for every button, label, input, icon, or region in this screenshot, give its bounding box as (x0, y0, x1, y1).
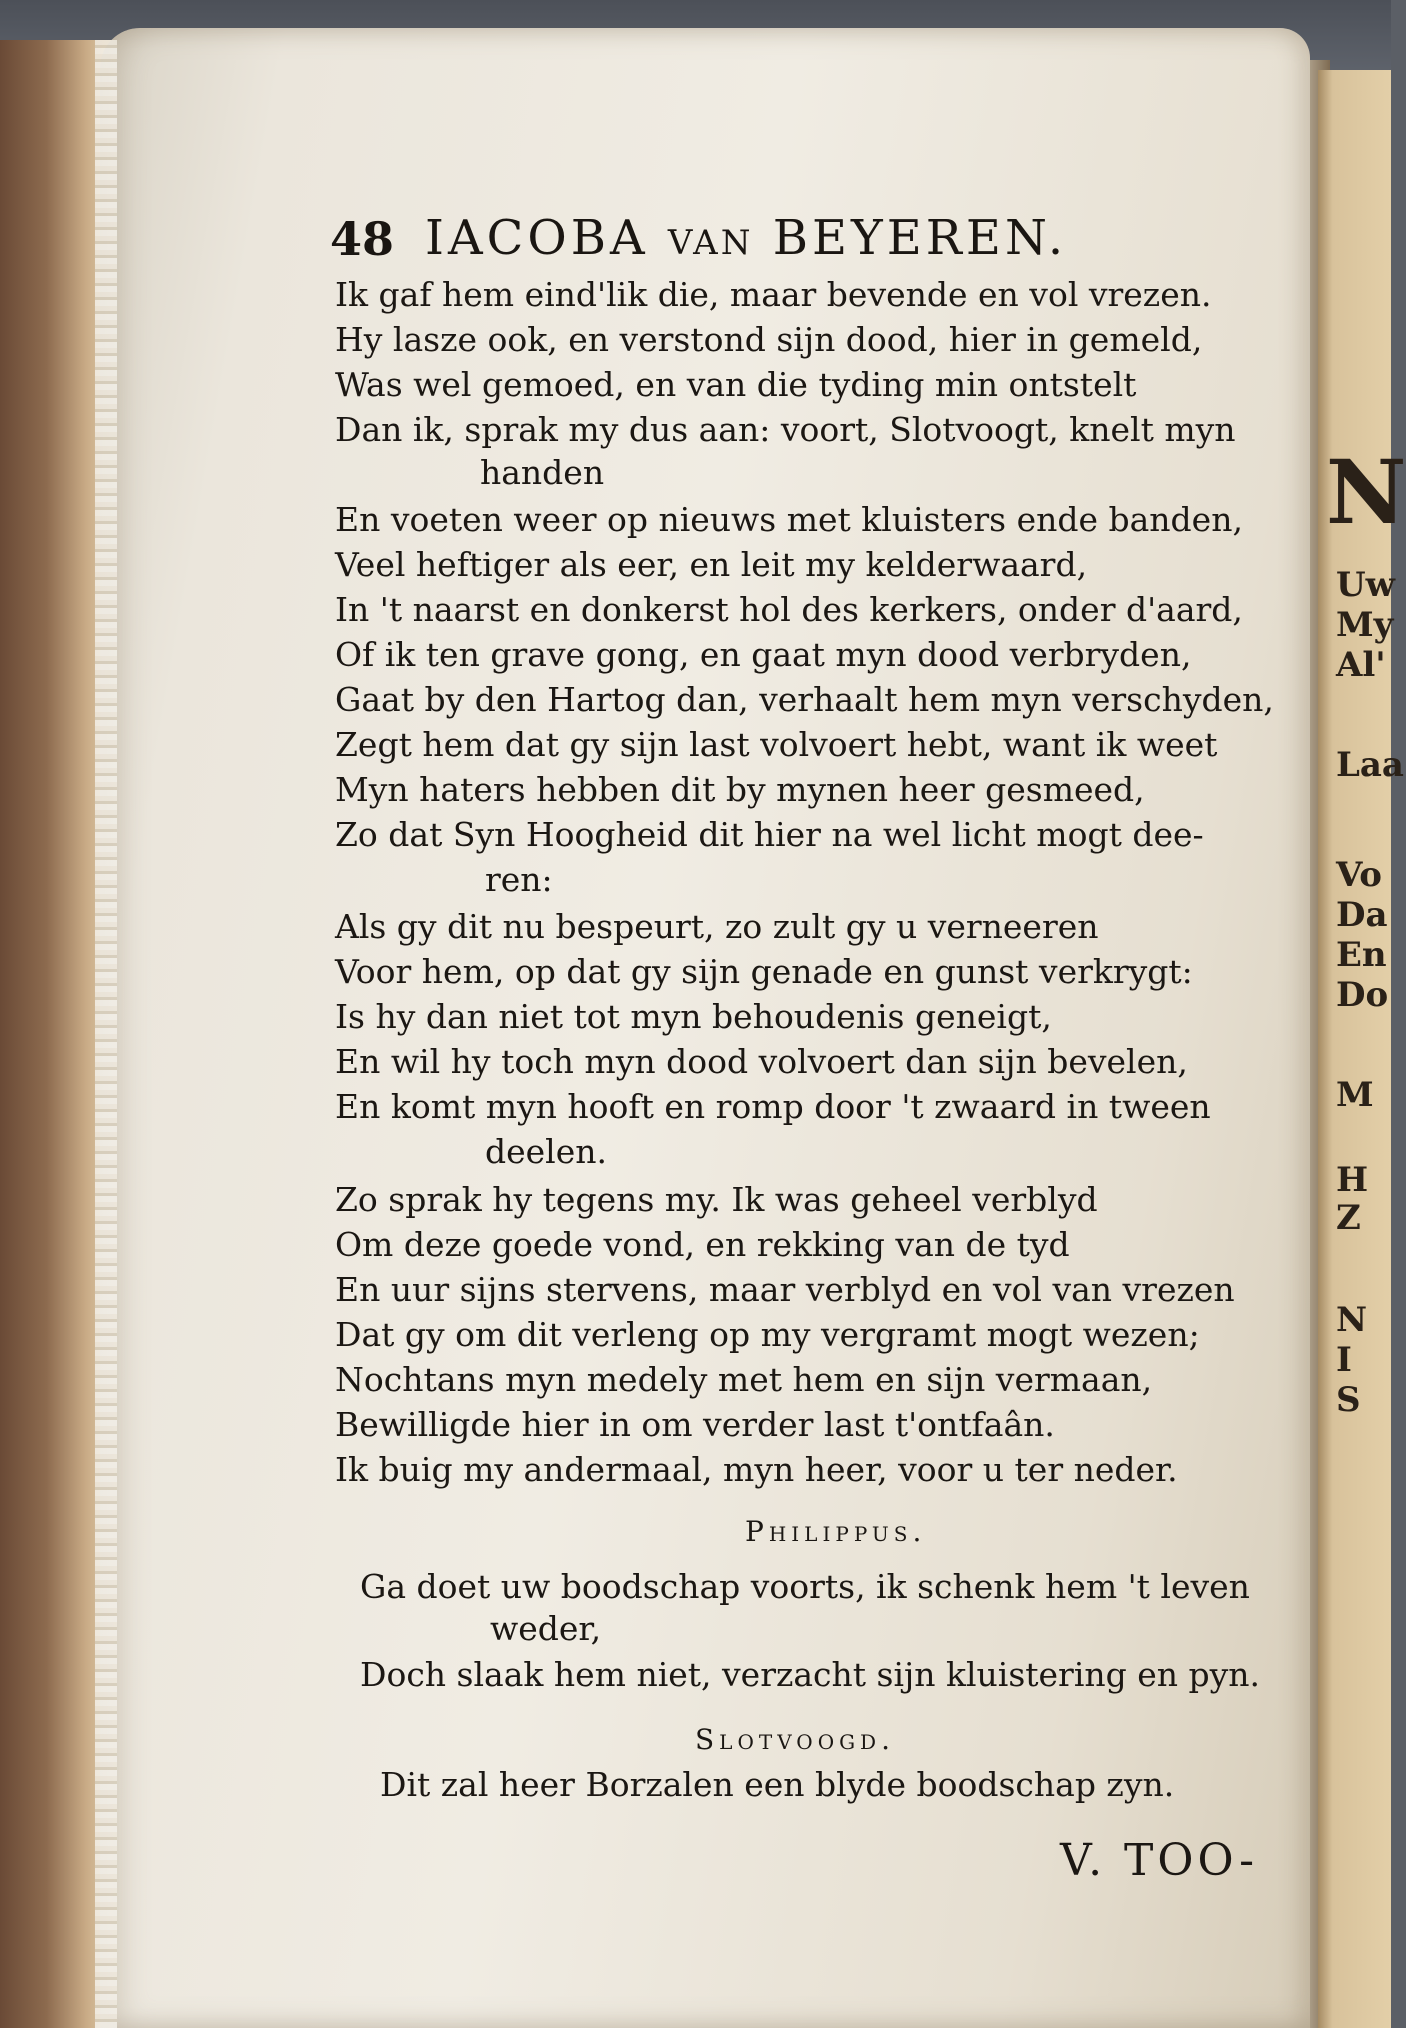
verse-line: Ik gaf hem eind'lik die, maar bevende en vol vrezen. (335, 275, 1212, 314)
facing-page-fragment: S (1336, 1380, 1361, 1420)
facing-page-fragment: Al' (1336, 645, 1386, 685)
verse-line: In 't naarst en donkerst hol des kerkers, onder d'aard, (335, 590, 1243, 629)
speech-line-continuation: weder, (490, 1609, 602, 1648)
running-title (425, 210, 1067, 266)
verse-line: Gaat by den Hartog dan, verhaalt hem myn verschyden, (335, 680, 1274, 719)
verse-line: Hy lasze ook, en verstond sijn dood, hier in gemeld, (335, 320, 1203, 359)
verse-line: Of ik ten grave gong, en gaat myn dood verbryden, (335, 635, 1192, 674)
facing-page-fragment: N (1326, 440, 1406, 544)
page-deckle-edge (95, 40, 117, 2028)
verse-line-continuation: ren: (485, 860, 553, 899)
verse-line: Veel heftiger als eer, en leit my kelderwaard, (335, 545, 1088, 584)
verse-line: En wil hy toch myn dood volvoert dan sijn bevelen, (335, 1042, 1188, 1081)
verse-line: En komt myn hooft en romp door 't zwaard in tween (335, 1087, 1211, 1126)
page-header (330, 200, 1230, 280)
facing-page-fragment: I (1336, 1340, 1352, 1380)
verse-line: Als gy dit nu bespeurt, zo zult gy u verneeren (335, 907, 1099, 946)
facing-page-fragment: Uw (1336, 565, 1395, 605)
verse-line: Was wel gemoed, en van die tyding min ontstelt (335, 365, 1137, 404)
verse-line: Zo dat Syn Hoogheid dit hier na wel licht mogt dee- (335, 815, 1204, 854)
speech-line: Doch slaak hem niet, verzacht sijn kluistering en pyn. (360, 1655, 1261, 1694)
facing-page-fragment: N (1336, 1300, 1368, 1340)
verse-line: Ik buig my andermaal, myn heer, voor u ter neder. (335, 1450, 1178, 1489)
verse-line: Bewilligde hier in om verder last t'ontfaân. (335, 1405, 1055, 1444)
verse-line: Voor hem, op dat gy sijn genade en gunst verkrygt: (335, 952, 1193, 991)
verse-line: Om deze goede vond, en rekking van de tyd (335, 1225, 1070, 1264)
facing-page-fragment: Vo (1336, 855, 1382, 895)
verse-line-continuation: deelen. (485, 1132, 608, 1171)
verse-line: En voeten weer op nieuws met kluisters ende banden, (335, 500, 1243, 539)
speaker-heading: Slotvoogd. (695, 1723, 895, 1756)
verse-line: Nochtans myn medely met hem en sijn vermaan, (335, 1360, 1153, 1399)
facing-page-fragment: Z (1336, 1198, 1361, 1238)
facing-page-fragment: En (1336, 935, 1387, 975)
speech-line: Ga doet uw boodschap voorts, ik schenk hem 't leven (360, 1567, 1250, 1606)
verse-line: Dat gy om dit verleng op my vergramt mogt wezen; (335, 1315, 1200, 1354)
catchword: V. TOO- (1060, 1835, 1259, 1886)
facing-page-fragment: M (1336, 1075, 1374, 1115)
running-title-main: IACOBA (425, 210, 649, 266)
page-number: 48 (330, 212, 395, 266)
verse-line: Myn haters hebben dit by mynen heer gesmeed, (335, 770, 1145, 809)
verse-line: Dan ik, sprak my dus aan: voort, Slotvoogt, knelt myn (335, 410, 1236, 449)
speaker-heading: Philippus. (745, 1515, 927, 1548)
running-title-end: BEYEREN. (772, 210, 1068, 266)
speech-line: Dit zal heer Borzalen een blyde boodschap zyn. (380, 1765, 1175, 1804)
verse-line: Zo sprak hy tegens my. Ik was geheel verblyd (335, 1180, 1098, 1219)
facing-page-fragment: H (1336, 1160, 1369, 1200)
verse-line-continuation: handen (480, 453, 605, 492)
verse-line: En uur sijns stervens, maar verblyd en vol van vrezen (335, 1270, 1235, 1309)
verse-line: Is hy dan niet tot myn behoudenis geneigt, (335, 997, 1052, 1036)
facing-page (1318, 70, 1406, 2028)
facing-page-fragment: Do (1336, 975, 1389, 1015)
running-title-mid: VAN (667, 223, 754, 263)
facing-page-fragment: My (1336, 605, 1394, 645)
verse-line: Zegt hem dat gy sijn last volvoert hebt, want ik weet (335, 725, 1218, 764)
facing-page-fragment: Laa (1336, 745, 1404, 785)
facing-page-fragment: Da (1336, 895, 1388, 935)
